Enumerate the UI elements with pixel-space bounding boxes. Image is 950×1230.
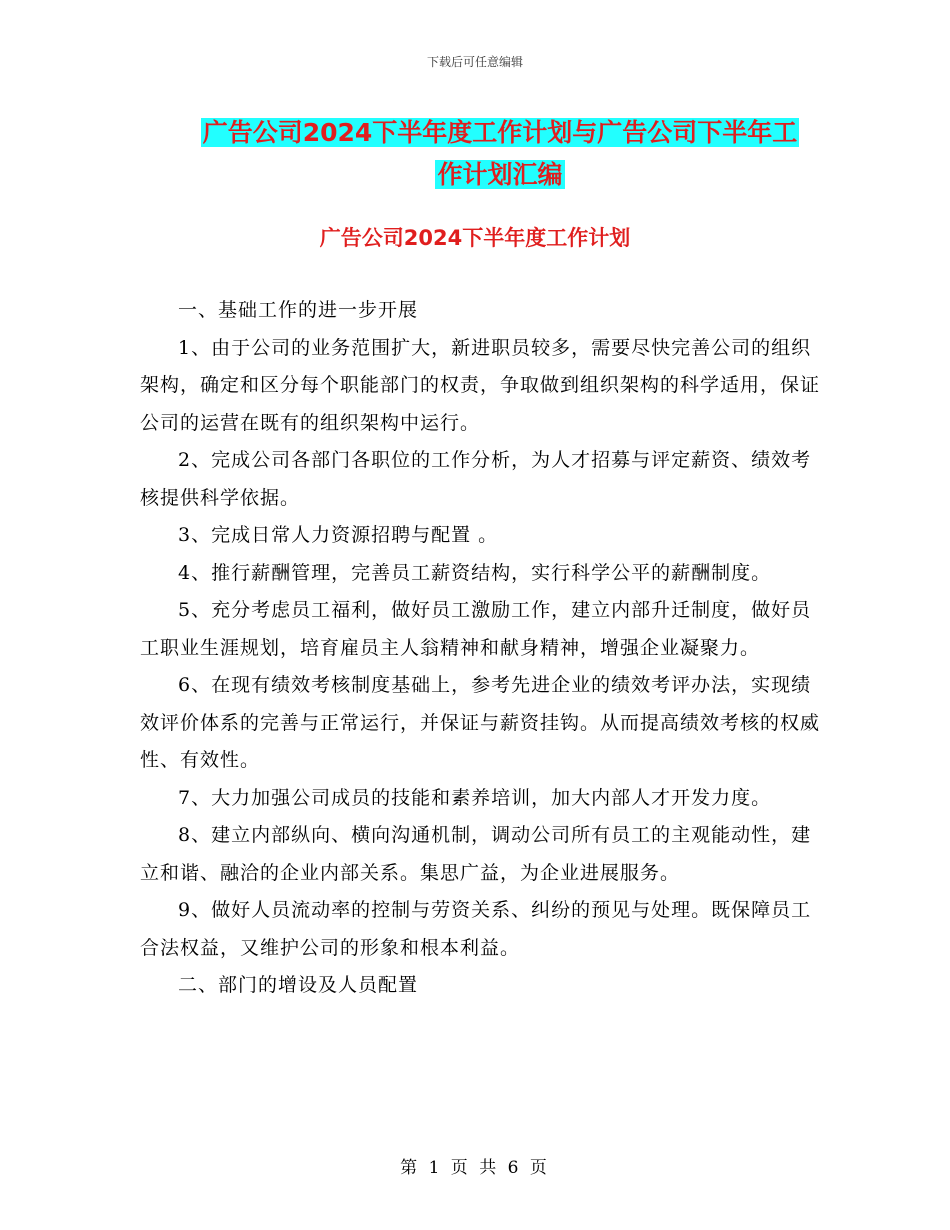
paragraph: 6、在现有绩效考核制度基础上，参考先进企业的绩效考评办法，实现绩效评价体系的完善与正常运行，并保证与薪资挂钩。从而提高绩效考核的权威性、有效性。: [140, 674, 821, 771]
paragraph: 9、做好人员流动率的控制与劳资关系、纠纷的预见与处理。既保障员工合法权益，又维护公司的形象和根本利益。: [140, 899, 812, 959]
document-title-line-2: 作计划汇编: [437, 160, 563, 189]
paragraph: 5、充分考虑员工福利，做好员工激励工作，建立内部升迁制度，做好员工职业生涯规划，培育雇员主人翁精神和献身精神，增强企业凝聚力。: [140, 599, 812, 659]
paragraph: 3、完成日常人力资源招聘与配置 。: [178, 524, 499, 546]
body-text: [140, 292, 820, 1005]
page-footer: 第 1 页 共 6 页: [400, 1158, 550, 1178]
paragraph: 1、由于公司的业务范围扩大，新进职员较多，需要尽快完善公司的组织架构，确定和区分每个职能部门的权责，争取做到组织架构的科学适用，保证公司的运营在既有的组织架构中运行。: [140, 336, 821, 434]
section-title: 广告公司2024下半年度工作计划: [319, 226, 631, 250]
header-note: 下载后可任意编辑: [426, 55, 523, 69]
paragraph: 2、完成公司各部门各职位的工作分析，为人才招募与评定薪资、绩效考核提供科学依据。: [140, 449, 812, 509]
paragraph: 7、大力加强公司成员的技能和素养培训，加大内部人才开发力度。: [178, 786, 772, 809]
document-title-line-1: 广告公司2024下半年度工作计划与广告公司下半年工: [202, 118, 798, 147]
paragraph: 一、基础工作的进一步开展: [178, 299, 419, 321]
paragraph: 8、建立内部纵向、横向沟通机制，调动公司所有员工的主观能动性，建立和谐、融洽的企业内部关系。集思广益，为企业进展服务。: [140, 824, 812, 884]
document-title: [140, 112, 860, 196]
paragraph: 4、推行薪酬管理，完善员工薪资结构，实行科学公平的薪酬制度。: [178, 561, 772, 584]
paragraph: 二、部门的增设及人员配置: [178, 974, 419, 996]
